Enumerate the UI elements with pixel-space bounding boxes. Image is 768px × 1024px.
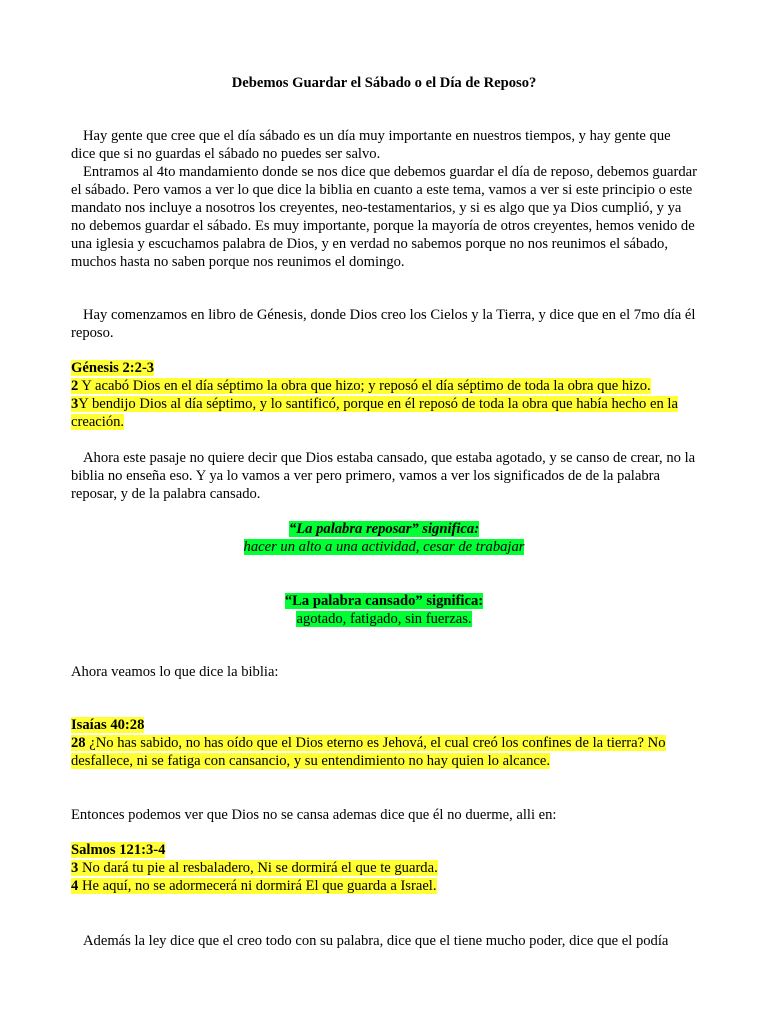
explanation-paragraph xyxy=(71,449,697,503)
isaias-verse-text: ¿No has sabido, no has oído que el Dios eterno es Jehová, el cual creó los confines de la tierra? No desfallece, ni se fatiga con cansancio, y su entendimiento no hay quien lo alcance. xyxy=(71,735,666,769)
isaias-verse-number: 28 xyxy=(71,735,86,751)
entonces-text: Entonces podemos ver que Dios no se cansa ademas dice que él no duerme, alli en: xyxy=(71,807,557,823)
ademas-paragraph xyxy=(71,932,697,950)
genesis-reference: Génesis 2:2-3 xyxy=(71,360,155,376)
ademas-text: Además la ley dice que el creo todo con su palabra, dice que el tiene mucho poder, dice que el podía xyxy=(83,933,669,949)
entonces-paragraph xyxy=(71,806,697,824)
salmos-reference: Salmos 121:3-4 xyxy=(71,842,166,858)
definition-reposar xyxy=(71,520,697,556)
intro-paragraph-1: Hay gente que cree que el día sábado es un día muy importante en nuestros tiempos, y hay gente que dice que si no guardas el sábado no puedes ser salvo. xyxy=(71,128,671,162)
salmos-verse-3-text: No dará tu pie al resbaladero, Ni se dormirá el que te guarda. xyxy=(78,860,438,876)
definition-cansado-meaning: agotado, fatigado, sin fuerzas. xyxy=(296,611,472,627)
intro-section xyxy=(71,127,697,271)
isaias-quote xyxy=(71,716,697,770)
definition-reposar-meaning: hacer un alto a una actividad, cesar de trabajar xyxy=(243,539,525,555)
ahora-text: Ahora veamos lo que dice la biblia: xyxy=(71,664,279,680)
salmos-verse-4-number: 4 xyxy=(71,878,79,894)
salmos-verse-4-text: He aquí, no se adormecerá ni dormirá El que guarda a Israel. xyxy=(78,878,437,894)
isaias-reference: Isaías 40:28 xyxy=(71,717,145,733)
genesis-quote xyxy=(71,359,697,431)
definition-reposar-heading: “La palabra reposar” significa: xyxy=(288,521,480,537)
explanation-text: Ahora este pasaje no quiere decir que Dios estaba cansado, que estaba agotado, y se canso de crear, no la biblia no enseña eso. Y ya lo vamos a ver pero primero, vamos a ver los significados de de la palabra reposar, y de la palabra cansado. xyxy=(71,450,696,502)
genesis-verse-3-number: 3 xyxy=(71,396,79,412)
genesis-verse-2-text: Y acabó Dios en el día séptimo la obra que hizo; y reposó el día séptimo de toda la obra que hizo. xyxy=(78,378,651,394)
genesis-intro-paragraph xyxy=(71,306,697,342)
genesis-verse-2-number: 2 xyxy=(71,378,79,394)
salmos-quote xyxy=(71,841,697,895)
definition-cansado xyxy=(71,592,697,628)
genesis-verse-3-text: Y bendijo Dios al día séptimo, y lo santificó, porque en él reposó de toda la obra que había hecho en la creación. xyxy=(71,396,678,430)
page-title: Debemos Guardar el Sábado o el Día de Reposo? xyxy=(231,75,537,91)
intro-paragraph-2: Entramos al 4to mandamiento donde se nos dice que debemos guardar el día de reposo, debemos guardar el sábado. Pero vamos a ver lo que dice la biblia en cuanto a este tema, vamos a ver si este principio o este mandato nos incluye a nosotros los creyentes, neo-testamentarios, y si es algo que ya Dios cumplió, y ya no debemos guardar el sábado. Es muy importante, porque la mayoría de otros creyentes, hemos venido de una iglesia y escuchamos palabra de Dios, y en verdad no sabemos porque no nos reunimos el sábado, muchos hasta no saben porque nos reunimos el domingo. xyxy=(71,164,697,270)
definition-cansado-heading: “La palabra cansado” significa: xyxy=(284,593,484,609)
salmos-verse-3-number: 3 xyxy=(71,860,79,876)
ahora-paragraph xyxy=(71,663,697,681)
genesis-intro-text: Hay comenzamos en libro de Génesis, donde Dios creo los Cielos y la Tierra, y dice que en el 7mo día él reposo. xyxy=(71,307,696,341)
